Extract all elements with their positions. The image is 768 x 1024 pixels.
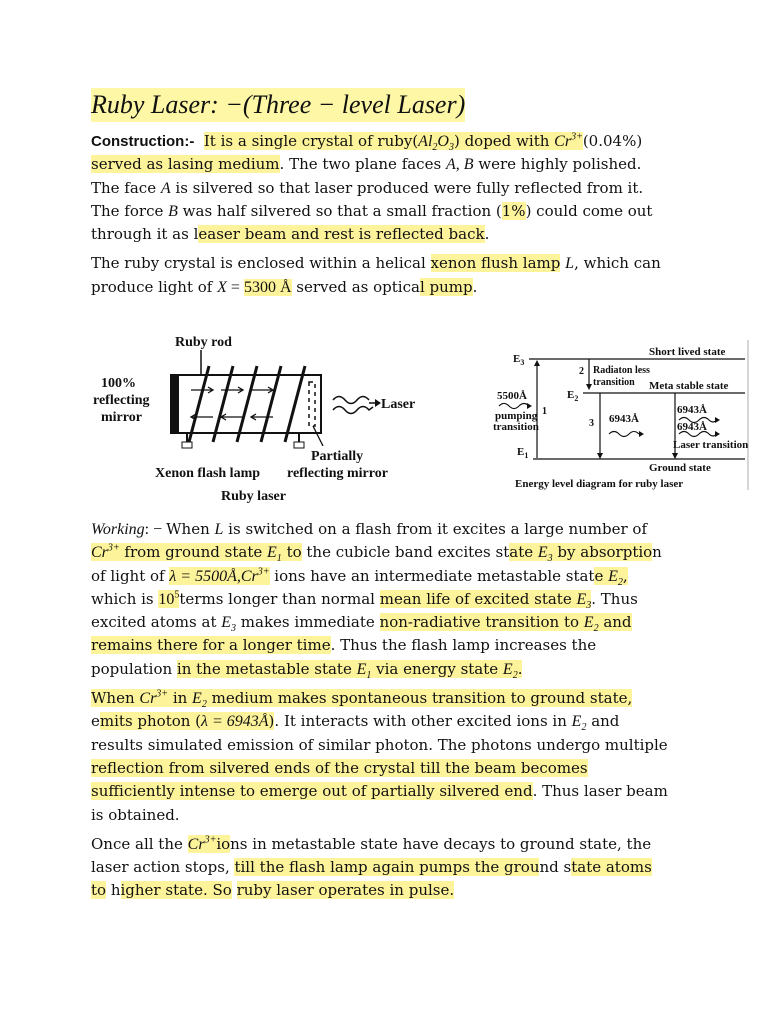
label-short-lived: Short lived state bbox=[649, 346, 726, 358]
pump-wave-icon bbox=[499, 404, 529, 409]
label-transition-2: 2 bbox=[579, 366, 584, 377]
conclusion-highlight-1: $Cr^{3+}io$ bbox=[187, 834, 231, 853]
laser-transition-arrow-head bbox=[672, 453, 678, 459]
label-pumping-2: transition bbox=[493, 421, 539, 433]
lamp-highlight: xenon flush lamp bbox=[430, 254, 561, 273]
spontaneous-wave-arrow bbox=[639, 431, 644, 437]
energy-level-diagram bbox=[493, 340, 748, 490]
label-transition-1: 1 bbox=[542, 406, 547, 417]
radiationless-arrow-head bbox=[586, 384, 592, 390]
ruby-laser-diagram bbox=[91, 322, 761, 512]
label-meta-stable: Meta stable state bbox=[649, 380, 729, 392]
ruby-laser-setup bbox=[93, 335, 415, 504]
label-ground-state: Ground state bbox=[649, 462, 711, 474]
figure-block bbox=[91, 322, 761, 512]
construction-highlight-3: easer beam and rest is reflected back bbox=[198, 225, 485, 244]
label-partial-line1: Partially bbox=[311, 449, 364, 464]
label-mirror-line2: reflecting bbox=[93, 393, 150, 408]
emission-highlight-3: reflection from silvered ends of the crystal till the beam becomes sufficiently intense to emerge out of partially silvered end bbox=[91, 758, 588, 801]
working-highlight-4: e $E_2$, bbox=[594, 566, 628, 588]
working-label: Working bbox=[91, 521, 145, 538]
laser-output-wave-1 bbox=[333, 397, 369, 404]
label-pumping-1: pumping bbox=[495, 410, 538, 422]
working-highlight-2: ate $E_3$ by absorptio bbox=[509, 543, 653, 565]
label-laser: Laser bbox=[381, 397, 416, 412]
caption-energy-diagram: Energy level diagram for ruby laser bbox=[515, 478, 684, 490]
conclusion-highlight-5: ruby laser operates in pulse. bbox=[236, 881, 455, 900]
construction-paragraph: Construction:- It is a single crystal of $ruby(Al_2O_3)$ doped with $Cr^{3+}(0.04\%)$ served as lasing medium. The two plane faces A, B were highly polished. The face A is silvered so that laser produced were fully reflected from it. The force B was half silvered so that a small fraction (1%) could come out through it as leaser beam and rest is reflected back. bbox=[91, 131, 653, 244]
working-highlight-7: non-radiative transition to $E_2$ and remains there for a longer time bbox=[91, 613, 632, 655]
label-pump-wavelength: 5500Å bbox=[497, 390, 527, 402]
fraction-highlight: 1% bbox=[501, 201, 526, 220]
title-main: Ruby Laser bbox=[91, 90, 211, 119]
working-highlight-1: $Cr^{3+}$ from ground state $E_1$ to bbox=[91, 542, 302, 565]
label-laser-wavelength-1: 6943Å bbox=[677, 404, 707, 416]
working-paragraph: Working: − When L is switched on a flash from it excites a large number of $Cr^{3+}$ from ground state $E_1$ to the cubicle band excites state $E_3$ by absorption of light of $\lambda = 5500Å,Cr^{3+}$ ions have an intermediate metastable state $E_2$, which is $10^5terms$ longer than normal mean life of excited state $E_3$. Thus excited atoms at $E_3$ makes immediate non-radiative transition to $E_2$ and remains there for a longer time. Thus the flash lamp increases the population in the metastable state $E_1$ via energy state $E_2$. bbox=[91, 520, 662, 681]
pump-highlight: l pump bbox=[419, 277, 473, 296]
label-partial-line2: reflecting mirror bbox=[287, 466, 388, 481]
laser-wave-arrow-2 bbox=[715, 431, 720, 437]
label-laser-wavelength-2: 6943Å bbox=[677, 421, 707, 433]
lamp-terminal-right bbox=[294, 442, 304, 448]
label-mirror-line1: 100% bbox=[101, 376, 136, 391]
full-mirror bbox=[171, 375, 179, 433]
emission-paragraph: When $Cr^{3+}$ in $E_2$ medium makes spontaneous transition to ground state, emits photon (λ = 6943Å). It interacts with other excited ions in $E_2$ and results simulated emission of similar photon. The photons undergo multiple reflection from silvered ends of the crystal till the beam becomes sufficiently intense to emerge out of partially silvered end. Thus laser beam is obtained. bbox=[91, 688, 668, 824]
working-highlight-5: $10^5$ bbox=[158, 589, 180, 608]
construction-highlight-2: served as lasing medium bbox=[91, 155, 280, 174]
label-mirror-line3: mirror bbox=[101, 410, 142, 425]
emission-highlight-2: mits photon (λ = 6943Å) bbox=[99, 712, 275, 731]
laser-wave-arrow-1 bbox=[715, 417, 720, 423]
label-e2: $E_2$ bbox=[567, 389, 579, 403]
upper-text bbox=[91, 88, 671, 305]
conclusion-highlight-4: igher state. So bbox=[120, 881, 232, 900]
lower-text bbox=[91, 518, 671, 909]
spontaneous-arrow-head bbox=[597, 453, 603, 459]
lamp-paragraph: The ruby crystal is enclosed within a helical xenon flush lamp L, which can produce light of X = 5300 Å served as optical pump. bbox=[91, 254, 661, 296]
construction-highlight-1: It is a single crystal of $ruby(Al_2O_3)$ doped with $Cr^{3+}$ bbox=[203, 131, 583, 154]
partial-mirror bbox=[309, 382, 315, 426]
label-laser-transition: Laser transition bbox=[673, 439, 749, 451]
label-ruby-rod: Ruby rod bbox=[175, 335, 232, 350]
working-highlight-3: $\lambda = 5500Å,Cr^{3+}$ bbox=[169, 566, 270, 585]
doping-percent: (0.04%) bbox=[582, 132, 643, 150]
title-subtitle: Three − level Laser bbox=[251, 90, 457, 119]
label-radiationless-2: transition bbox=[593, 377, 635, 388]
wavelength-highlight: 5300 Å bbox=[243, 278, 292, 296]
label-e1: $E_1$ bbox=[517, 446, 529, 460]
label-xenon-lamp: Xenon flash lamp bbox=[155, 466, 261, 481]
construction-label: Construction:- bbox=[91, 133, 195, 150]
caption-ruby-laser: Ruby laser bbox=[221, 489, 286, 504]
spontaneous-wave-icon bbox=[609, 432, 639, 437]
label-transition-3: 3 bbox=[589, 418, 594, 429]
conclusion-highlight-3: tate atoms to bbox=[91, 858, 652, 900]
conclusion-highlight-2: till the flash lamp again pumps the grou bbox=[234, 858, 540, 877]
title-separator: : −( bbox=[210, 90, 252, 119]
pumping-arrow-head bbox=[534, 360, 540, 366]
label-radiationless-1: Radiaton less bbox=[593, 365, 650, 376]
page-title bbox=[91, 88, 465, 122]
label-mid-wavelength: 6943Å bbox=[609, 413, 639, 425]
label-e3: $E_3$ bbox=[513, 353, 525, 367]
working-highlight-6: mean life of excited state $E_3$ bbox=[379, 589, 592, 612]
emission-highlight-1: When $Cr^{3+}$ in $E_2$ medium makes spontaneous transition to ground state, bbox=[91, 688, 633, 711]
pump-wave-arrow bbox=[527, 403, 532, 409]
title-close: ) bbox=[456, 90, 466, 119]
working-highlight-8: in the metastable state $E_1$ via energy state $E_2$. bbox=[176, 659, 523, 681]
lamp-terminal-left bbox=[182, 442, 192, 448]
laser-output-wave-2 bbox=[333, 407, 373, 414]
conclusion-paragraph: Once all the $Cr^{3+}ions$ in metastable state have decays to ground state, the laser action stops, till the flash lamp again pumps the ground state atoms to higher state. So ruby laser operates in pulse. bbox=[91, 834, 652, 900]
